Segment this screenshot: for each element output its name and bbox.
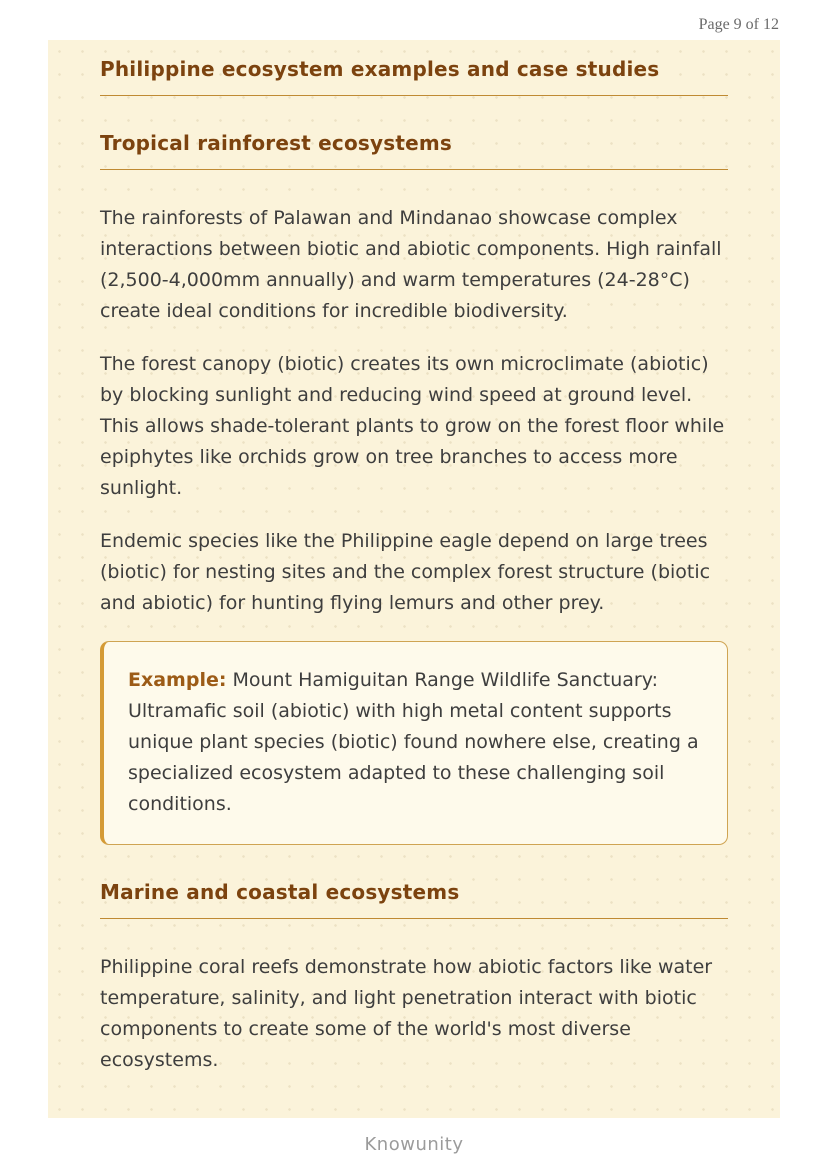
paragraph-rainforest-overview: The rainforests of Palawan and Mindanao showcase complex interactions between biotic and abiotic components. High rainfall (2,500-4,000mm annually) and warm temperatures (24-28°C) create ideal conditions for incredible biodiversity.: [100, 207, 722, 322]
document-panel: [48, 40, 780, 1118]
document-title: Philippine ecosystem examples and case studies: [100, 57, 660, 81]
section-heading-marine-coastal: Marine and coastal ecosystems: [100, 880, 460, 904]
section-rule-tropical-rainforest: [100, 169, 728, 170]
example-text: [128, 665, 703, 820]
paragraph-forest-canopy: The forest canopy (biotic) creates its own microclimate (abiotic) by blocking sunlight and reducing wind speed at ground level. This allows shade-tolerant plants to grow on the forest floor while epiphytes like orchids grow on tree branches to access more sunlight.: [100, 353, 725, 499]
example-callout: [100, 641, 728, 845]
footer-brand: Knowunity: [364, 1134, 464, 1155]
example-label: Example:: [128, 669, 227, 691]
page-number: Page 9 of 12: [698, 16, 779, 33]
paragraph-coral-reefs: Philippine coral reefs demonstrate how abiotic factors like water temperature, salinity, and light penetration interact with biotic components to create some of the world's most diverse ecosystems.: [100, 956, 713, 1071]
section-heading-tropical-rainforest: Tropical rainforest ecosystems: [100, 131, 453, 155]
paragraph-endemic-species: Endemic species like the Philippine eagle depend on large trees (biotic) for nesting sites and the complex forest structure (biotic and abiotic) for hunting flying lemurs and other prey.: [100, 530, 711, 614]
example-body: Mount Hamiguitan Range Wildlife Sanctuary: Ultramafic soil (abiotic) with high metal content supports unique plant species (biotic) found nowhere else, creating a specialized ecosystem adapted to these challenging soil conditions.: [128, 669, 699, 815]
title-rule: [100, 95, 728, 96]
section-rule-marine-coastal: [100, 918, 728, 919]
